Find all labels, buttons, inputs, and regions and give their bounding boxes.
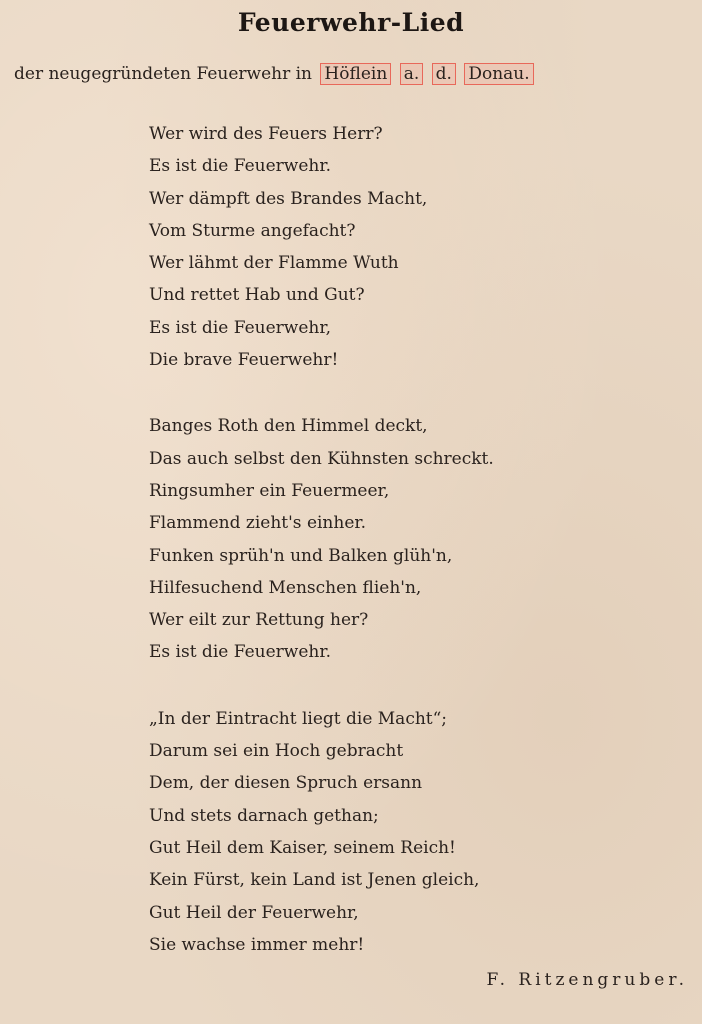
poem-line: Hilfesuchend Menschen flieh'n,	[149, 577, 422, 598]
subtitle-text: der neugegründeten Feuerwehr in	[14, 64, 313, 84]
poem-title: Feuerwehr-Lied	[237, 8, 465, 37]
poem-line: Wer lähmt der Flamme Wuth	[149, 253, 399, 274]
poem-line: Und rettet Hab und Gut?	[149, 285, 365, 306]
poem-line: Kein Fürst, kein Land ist Jenen gleich,	[149, 870, 480, 891]
stanza-1	[149, 118, 669, 376]
poem-line: Es ist die Feuerwehr.	[149, 642, 332, 663]
stanza-3	[149, 703, 669, 961]
poem-line: Wer dämpft des Brandes Macht,	[149, 188, 428, 209]
highlighted-place-word: d.	[432, 63, 456, 85]
stanza-2	[149, 410, 669, 668]
poem-line: Dem, der diesen Spruch ersann	[149, 773, 423, 794]
poem-body	[149, 118, 669, 961]
poem-line: Funken sprüh'n und Balken glüh'n,	[149, 545, 453, 566]
stanza-divider	[149, 376, 669, 410]
poem-line: Ringsumher ein Feuermeer,	[149, 480, 390, 501]
poem-line: Sie wachse immer mehr!	[149, 934, 365, 955]
poem-line: Und stets darnach gethan;	[149, 805, 379, 826]
poem-author: F. Ritzengruber.	[486, 970, 688, 990]
poem-line: Wer eilt zur Rettung her?	[149, 610, 369, 631]
poem-line: Gut Heil der Feuerwehr,	[149, 902, 359, 923]
highlighted-place-word: Höflein	[320, 63, 391, 85]
poem-subtitle	[14, 64, 694, 84]
poem-line: Die brave Feuerwehr!	[149, 350, 339, 371]
poem-line: Vom Sturme angefacht?	[149, 220, 356, 241]
poem-line: Es ist die Feuerwehr.	[149, 156, 332, 177]
poem-line: Wer wird des Feuers Herr?	[149, 124, 383, 144]
poem-line: Banges Roth den Himmel deckt,	[149, 416, 428, 437]
poem-line: Darum sei ein Hoch gebracht	[149, 741, 404, 762]
highlighted-place-word: a.	[400, 63, 424, 85]
poem-line: Das auch selbst den Kühnsten schreckt.	[149, 448, 494, 469]
highlighted-place-word: Donau.	[464, 63, 533, 85]
poem-line: Gut Heil dem Kaiser, seinem Reich!	[149, 837, 456, 858]
poem-line: „In der Eintracht liegt die Macht“;	[149, 708, 448, 729]
poem-line: Flammend zieht's einher.	[149, 513, 367, 534]
poem-line: Es ist die Feuerwehr,	[149, 317, 332, 338]
stanza-divider	[149, 669, 669, 703]
